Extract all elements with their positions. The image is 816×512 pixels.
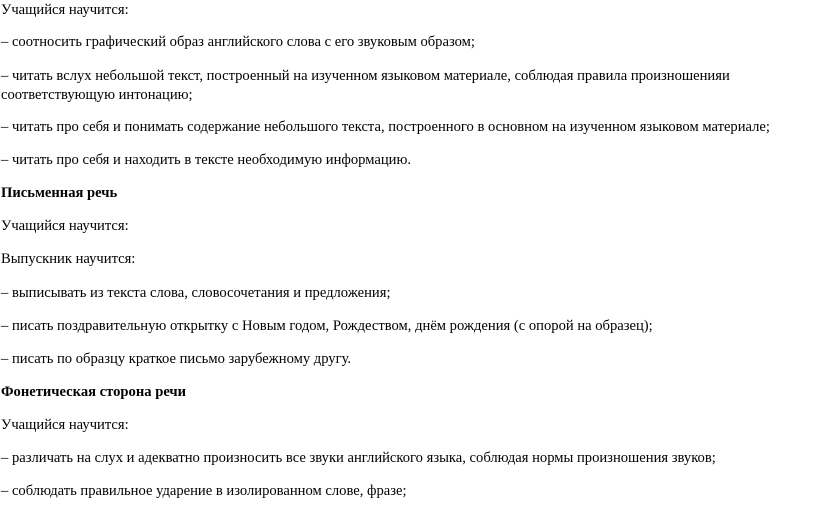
list-item-write-greeting-card: – писать поздравительную открытку с Новым годом, Рождеством, днём рождения (с опорой на образец); [1,318,653,334]
paragraph-learner-will-learn-2: Учащийся научится: [1,218,129,234]
list-item-write-out-words: – выписывать из текста слова, словосочетания и предложения; [1,285,391,301]
list-item-correlate-graphic-sound: – соотносить графический образ английского слова с его звуковым образом; [1,34,475,50]
list-item-read-silently-understand: – читать про себя и понимать содержание небольшого текста, построенного в основном на изученном языковом материале; [1,119,770,135]
paragraph-learner-will-learn: Учащийся научится: [1,2,129,18]
paragraph-learner-will-learn-3: Учащийся научится: [1,417,129,433]
list-item-read-silently-find-info: – читать про себя и находить в тексте необходимую информацию. [1,152,412,168]
section-heading-written-speech: Письменная речь [1,185,118,201]
paragraph-graduate-will-learn: Выпускник научится: [1,251,136,267]
list-item-correct-stress: – соблюдать правильное ударение в изолированном слове, фразе; [1,483,407,499]
list-item-write-short-letter: – писать по образцу краткое письмо зарубежному другу. [1,351,352,367]
list-item-read-aloud: – читать вслух небольшой текст, построенный на изученном языковом материале, соблюдая правила произношенияи соответствующую интонацию; [1,68,730,103]
section-heading-phonetics: Фонетическая сторона речи [1,384,187,400]
list-item-distinguish-sounds: – различать на слух и адекватно произносить все звуки английского языка, соблюдая нормы произношения звуков; [1,450,716,466]
